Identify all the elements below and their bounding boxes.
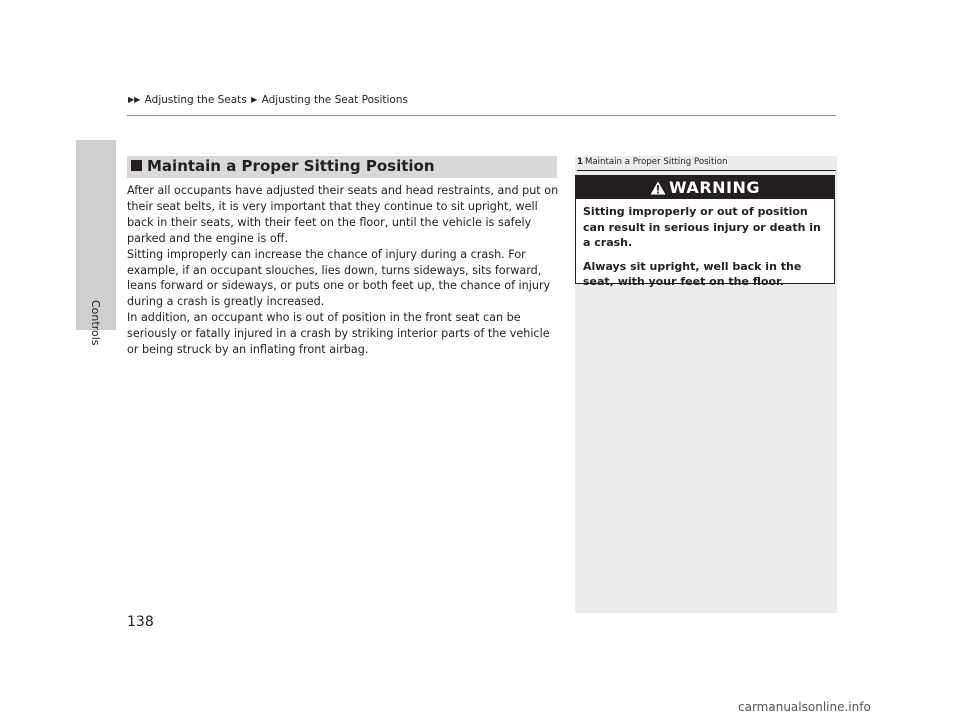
body-text: [127, 183, 559, 358]
section-title-text: Maintain a Proper Sitting Position: [147, 157, 435, 175]
chapter-tab-label: Controls: [89, 300, 102, 346]
body-paragraph: In addition, an occupant who is out of position in the front seat can be seriously or fatally injured in a crash by striking interior parts of the vehicle or being struck by an inflating front airbag.: [127, 311, 550, 357]
square-bullet-icon: [131, 160, 142, 171]
breadcrumb-arrow-icon: ▶: [251, 95, 258, 104]
warning-header: [576, 176, 834, 199]
watermark: carmanualsonline.info: [738, 700, 871, 714]
breadcrumb: [127, 94, 408, 106]
header-divider: [127, 115, 836, 116]
section-title: [131, 157, 435, 175]
warning-triangle-icon: [650, 181, 666, 195]
page-number: 138: [127, 614, 154, 630]
breadcrumb-item-seat-positions[interactable]: Adjusting the Seat Positions: [261, 94, 408, 106]
warning-title: WARNING: [669, 178, 760, 197]
body-paragraph: Sitting improperly can increase the chance of injury during a crash. For example, if an occupant slouches, lies down, turns sideways, sits forward, leans forward or sideways, or puts one or both feet up, the chance of injury during a crash is greatly increased.: [127, 247, 551, 309]
sidebar-ref-number: 1: [577, 157, 583, 167]
warning-box: [575, 175, 835, 288]
breadcrumb-arrow-icon: ▶▶: [128, 95, 141, 104]
sidebar-heading: [577, 157, 727, 167]
section-heading-bar: [127, 156, 557, 178]
warning-text: [583, 204, 831, 298]
sidebar-divider: [577, 170, 836, 171]
warning-line: Always sit upright, well back in the seat, with your feet on the floor.: [583, 259, 802, 288]
warning-line: Sitting improperly or out of position can result in serious injury or death in a crash.: [583, 205, 821, 249]
body-paragraph: After all occupants have adjusted their seats and head restraints, and put on their seat belts, it is very important that they continue to sit upright, well back in their seats, with their feet on the floor, until the vehicle is safely parked and the engine is off.: [127, 184, 559, 245]
breadcrumb-item-seats[interactable]: Adjusting the Seats: [144, 94, 247, 106]
sidebar-heading-text: Maintain a Proper Sitting Position: [584, 157, 728, 167]
chapter-tab-label-wrap: [76, 300, 116, 450]
